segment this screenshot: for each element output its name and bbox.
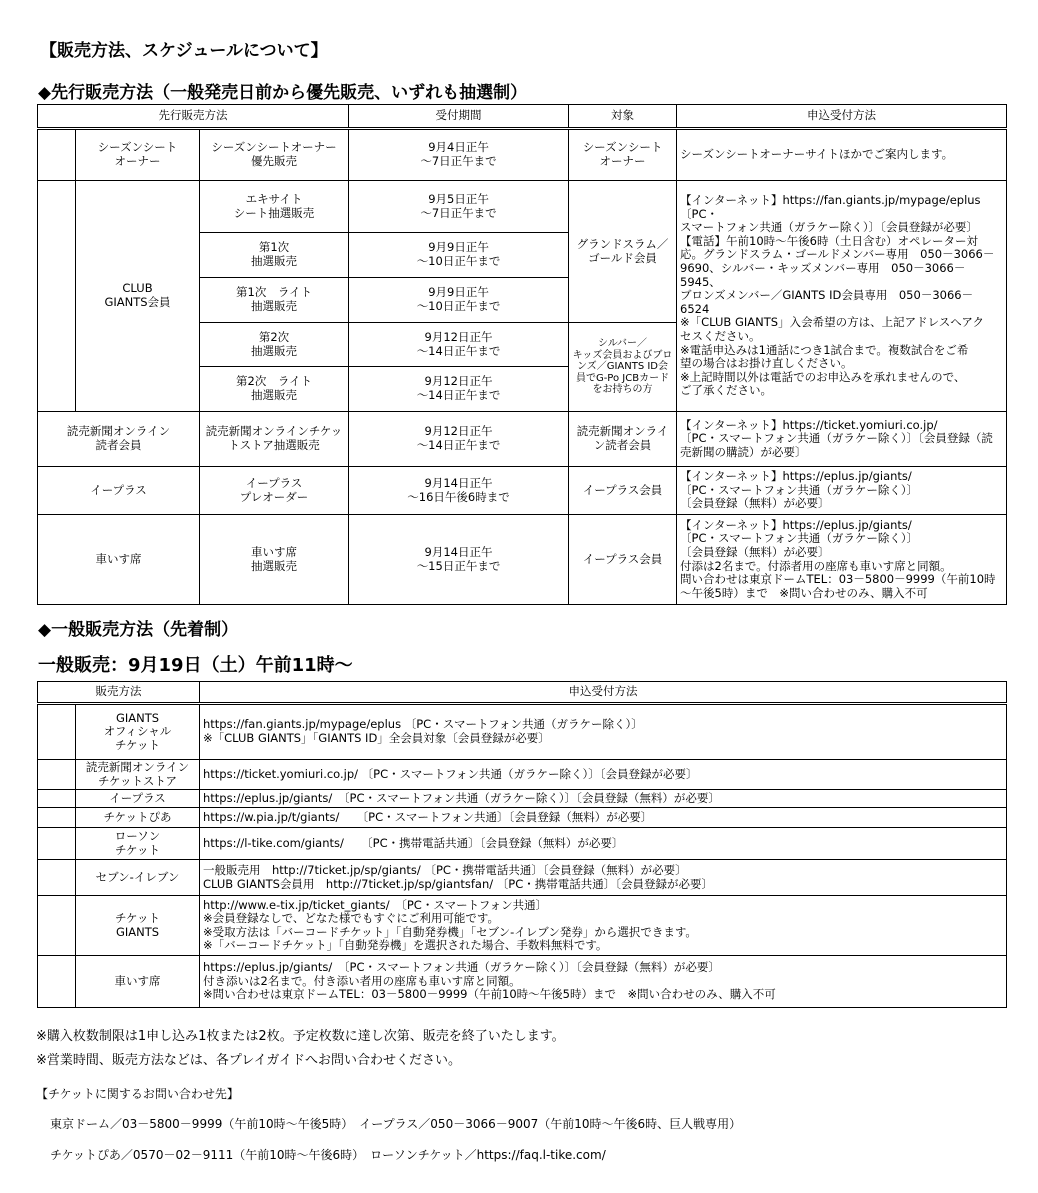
table-row <box>38 412 1007 467</box>
apply-cell: https://fan.giants.jp/mypage/eplus 〔PC・スマートフォン共通（ガラケー除く）〕 ※「CLUB GIANTS」「GIANTS ID」全会員対象〔会員登録が必要〕 <box>200 704 1007 760</box>
general-heading: ◆一般販売方法（先着制） <box>38 620 239 640</box>
method-cell: シーズンシートオーナー 優先販売 <box>200 129 349 181</box>
method-cell: 第1次 ライト 抽選販売 <box>200 278 349 323</box>
name-cell: 車いす席 <box>76 956 200 1008</box>
name-cell: 読売新聞オンライン チケットストア <box>76 760 200 790</box>
header-name: 販売方法 <box>38 682 200 704</box>
table-row <box>38 467 1007 515</box>
apply-cell: https://eplus.jp/giants/ 〔PC・スマートフォン共通（ガラケー除く）〕〔会員登録（無料）が必要〕 付き添いは2名まで。付き添い者用の座席も車いす席と同額。 ※問い合わせは東京ドームTEL：03－5800－9999（午前10時～午後5時）まで ※問い合わせのみ、購入不可 <box>200 956 1007 1008</box>
contact-line-1: 東京ドーム／03－5800－9999（午前10時～午後5時） イープラス／050－3066－9007（午前10時～午後6時、巨人戦専用） <box>50 1117 742 1131</box>
group-cell: CLUB GIANTS会員 <box>76 181 200 412</box>
method-cell: 第2次 ライト 抽選販売 <box>200 367 349 412</box>
header-period: 受付期間 <box>349 105 569 129</box>
target-cell: イープラス会員 <box>569 467 677 515</box>
period-cell: 9月14日正午 ～16日午後6時まで <box>349 467 569 515</box>
period-cell: 9月14日正午 ～15日正午まで <box>349 515 569 605</box>
table-row <box>38 515 1007 605</box>
name-cell: イープラス <box>76 790 200 808</box>
header-apply: 申込受付方法 <box>200 682 1007 704</box>
target-cell: 読売新聞オンライ ン読者会員 <box>569 412 677 467</box>
general-header-row <box>38 682 1007 704</box>
name-cell: ローソン チケット <box>76 828 200 860</box>
table-row <box>38 704 1007 760</box>
target-cell: イープラス会員 <box>569 515 677 605</box>
target-cell: グランドスラム／ ゴールド会員 <box>569 181 677 323</box>
apply-cell: https://w.pia.jp/t/giants/ 〔PC・スマートフォン共通〕〔会員登録（無料）が必要〕 <box>200 808 1007 828</box>
period-cell: 9月9日正午 ～10日正午まで <box>349 233 569 278</box>
group-cell: シーズンシート オーナー <box>76 129 200 181</box>
name-cell: チケット GIANTS <box>76 896 200 956</box>
apply-cell: 一般販売用 http://7ticket.jp/sp/giants/ 〔PC・携帯電話共通〕〔会員登録（無料）が必要〕 CLUB GIANTS会員用 http://7ticket.jp/sp/giantsfan/ 〔PC・携帯電話共通〕〔会員登録が必要〕 <box>200 860 1007 896</box>
period-cell: 9月9日正午 ～10日正午まで <box>349 278 569 323</box>
apply-cell: https://eplus.jp/giants/ 〔PC・スマートフォン共通（ガラケー除く）〕〔会員登録（無料）が必要〕 <box>200 790 1007 808</box>
table-row <box>38 896 1007 956</box>
note-purchase-limit: ※購入枚数制限は1申し込み1枚または2枚。予定枚数に達し次第、販売を終了いたします。 <box>36 1029 565 1044</box>
method-cell: エキサイト シート抽選販売 <box>200 181 349 233</box>
table-row <box>38 129 1007 181</box>
presale-table <box>37 104 1007 605</box>
table-row <box>38 860 1007 896</box>
apply-cell: 【インターネット】https://ticket.yomiuri.co.jp/ 〔PC・スマートフォン共通（ガラケー除く）〕〔会員登録（読 売新聞の購読）が必要〕 <box>677 412 1007 467</box>
apply-cell: シーズンシートオーナーサイトほかでご案内します。 <box>677 129 1007 181</box>
table-row <box>38 760 1007 790</box>
period-cell: 9月12日正午 ～14日正午まで <box>349 323 569 367</box>
presale-header-row <box>38 105 1007 129</box>
presale-heading: ◆先行販売方法（一般発売日前から優先販売、いずれも抽選制） <box>38 83 528 103</box>
group-cell: 車いす席 <box>38 515 200 605</box>
target-cell: シーズンシート オーナー <box>569 129 677 181</box>
group-cell: 読売新聞オンライン 読者会員 <box>38 412 200 467</box>
apply-cell: http://www.e-tix.jp/ticket_giants/ 〔PC・スマートフォン共通〕 ※会員登録なしで、どなた様でもすぐにご利用可能です。 ※受取方法は「バーコードチケット」「自動発券機」「セブン-イレブン発券」から選択できます。 ※「バーコードチケット」「自動発券機」を選択された場合、手数料無料です。 <box>200 896 1007 956</box>
contact-line-2: チケットぴあ／0570－02－9111（午前10時～午後6時） ローソンチケット／https://faq.l-tike.com/ <box>50 1148 606 1162</box>
method-cell: 車いす席 抽選販売 <box>200 515 349 605</box>
name-cell: チケットぴあ <box>76 808 200 828</box>
table-row <box>38 181 1007 233</box>
apply-cell: 【インターネット】https://eplus.jp/giants/ 〔PC・スマートフォン共通（ガラケー除く）〕 〔会員登録（無料）が必要〕 付添は2名まで。付添者用の座席も車いす席と同額。 問い合わせは東京ドームTEL：03－5800－9999（午前10時 ～午後5時）まで ※問い合わせのみ、購入不可 <box>677 515 1007 605</box>
table-row <box>38 808 1007 828</box>
apply-cell: https://ticket.yomiuri.co.jp/ 〔PC・スマートフォン共通（ガラケー除く）〕〔会員登録が必要〕 <box>200 760 1007 790</box>
general-date: 一般販売：9月19日（土）午前11時～ <box>38 655 353 676</box>
method-cell: イープラス プレオーダー <box>200 467 349 515</box>
period-cell: 9月5日正午 ～7日正午まで <box>349 181 569 233</box>
header-apply: 申込受付方法 <box>677 105 1007 129</box>
period-cell: 9月12日正午 ～14日正午まで <box>349 367 569 412</box>
method-cell: 第1次 抽選販売 <box>200 233 349 278</box>
note-hours: ※営業時間、販売方法などは、各プレイガイドへお問い合わせください。 <box>36 1053 461 1068</box>
header-method: 先行販売方法 <box>38 105 349 129</box>
name-cell: セブン-イレブン <box>76 860 200 896</box>
table-row <box>38 956 1007 1008</box>
target-cell: シルバー／ キッズ会員およびブロ ンズ／GIANTS ID会 員でG-Po JCBカード をお持ちの方 <box>569 323 677 412</box>
period-cell: 9月4日正午 ～7日正午まで <box>349 129 569 181</box>
general-table <box>37 681 1007 1008</box>
apply-cell: 【インターネット】https://fan.giants.jp/mypage/eplus 〔PC・ スマートフォン共通（ガラケー除く）〕〔会員登録が必要〕 【電話】午前10時～午後6時（土日含む）オペレーター対 応。グランドスラム・ゴールドメンバー専用 050－3066－ 9690、シルバー・キッズメンバー専用 050－3066－5945、 ブロンズメンバー／GIANTS ID会員専用 050－3066－ 6524 ※「CLUB GIANTS」入会希望の方は、上記アドレスへアク セスください。 ※電話申込みは1通話につき1試合まで。複数試合をご希 望の場合はお掛け直しください。 ※上記時間以外は電話でのお申込みを承れませんので、 ご了承ください。 <box>677 181 1007 412</box>
period-cell: 9月12日正午 ～14日正午まで <box>349 412 569 467</box>
header-target: 対象 <box>569 105 677 129</box>
group-cell: イープラス <box>38 467 200 515</box>
table-row <box>38 790 1007 808</box>
method-cell: 読売新聞オンラインチケッ トストア抽選販売 <box>200 412 349 467</box>
apply-cell: 【インターネット】https://eplus.jp/giants/ 〔PC・スマートフォン共通（ガラケー除く）〕 〔会員登録（無料）が必要〕 <box>677 467 1007 515</box>
name-cell: GIANTS オフィシャル チケット <box>76 704 200 760</box>
page-title: 【販売方法、スケジュールについて】 <box>40 41 328 61</box>
contact-heading: 【チケットに関するお問い合わせ先】 <box>36 1087 239 1101</box>
apply-cell: https://l-tike.com/giants/ 〔PC・携帯電話共通〕〔会員登録（無料）が必要〕 <box>200 828 1007 860</box>
method-cell: 第2次 抽選販売 <box>200 323 349 367</box>
table-row <box>38 828 1007 860</box>
